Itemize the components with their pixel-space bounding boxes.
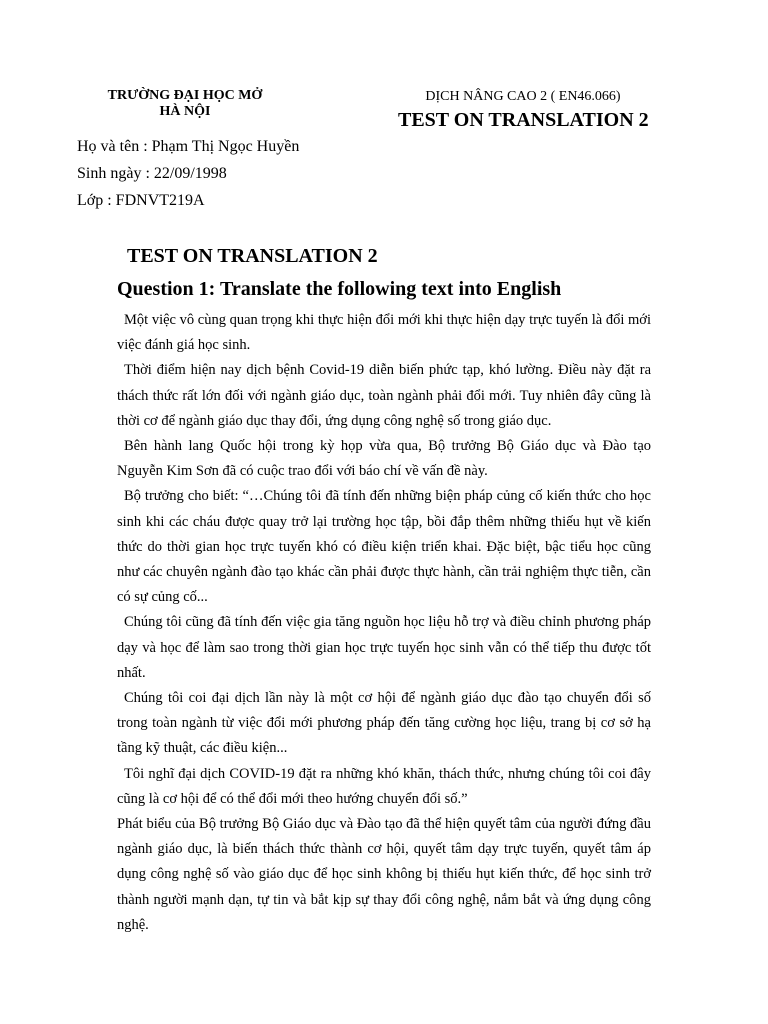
paragraph: Phát biểu của Bộ trưởng Bộ Giáo dục và Đào tạo đã thể hiện quyết tâm của người đứng đầu ngành giáo dục, là biến thách thức thành cơ hội, quyết tâm dạy trực tuyến, quyết tâm áp dụng công nghệ số vào giáo dục để học sinh không bị thiếu hụt kiến thức, để học sinh trở thành người mạnh dạn, tự tin và bắt kịp sự thay đổi công nghệ, nắm bắt và ứng dụng công nghệ. [117,816,651,933]
student-name: Họ và tên : Phạm Thị Ngọc Huyền [77,138,300,155]
body-text [117,308,651,938]
page-title: TEST ON TRANSLATION 2 [127,245,378,267]
paragraph: Một việc vô cùng quan trọng khi thực hiện đổi mới khi thực hiện dạy trực tuyến là đổi mới việc đánh giá học sinh. [117,312,651,354]
paragraph: Bên hành lang Quốc hội trong kỳ họp vừa qua, Bộ trưởng Bộ Giáo dục và Đào tạo Nguyễn Kim Sơn đã có cuộc trao đổi với báo chí về vấn đề này. [117,438,651,480]
school-name-line1: TRƯỜNG ĐẠI HỌC MỞ [107,88,263,103]
student-class: Lớp : FDNVT219A [77,192,205,209]
student-dob: Sinh ngày : 22/09/1998 [77,165,227,182]
paragraph: Bộ trưởng cho biết: “…Chúng tôi đã tính đến những biện pháp củng cố kiến thức cho học sinh khi các cháu được quay trở lại trường học tập, bồi đắp thêm những thiếu hụt về kiến thức do thời gian học trực tuyến khó có điều kiện triển khai. Đặc biệt, bậc tiểu học cũng như các chuyên ngành đào tạo khác cần phải được thực hành, cần trải nghiệm thực tiễn, cần có sự củng cố... [117,488,651,606]
header-title: TEST ON TRANSLATION 2 [398,109,649,131]
course-code: DỊCH NÂNG CAO 2 ( EN46.066) [425,89,621,104]
school-name [70,88,300,120]
paragraph: Chúng tôi cũng đã tính đến việc gia tăng nguồn học liệu hỗ trợ và điều chỉnh phương pháp dạy và học để làm sao trong thời gian học trực tuyến học sinh vẫn có thể tiếp thu được tốt nhất. [117,614,651,681]
paragraph: Thời điểm hiện nay dịch bệnh Covid-19 diễn biến phức tạp, khó lường. Điều này đặt ra thách thức rất lớn đối với ngành giáo dục, toàn ngành phải đổi mới. Tuy nhiên đây cũng là thời cơ để ngành giáo dục thay đổi, ứng dụng công nghệ số trong giáo dục. [117,362,651,429]
school-name-line2: HÀ NỘI [159,104,211,119]
paragraph: Tôi nghĩ đại dịch COVID-19 đặt ra những khó khăn, thách thức, nhưng chúng tôi coi đây cũng là cơ hội để có thể đổi mới theo hướng chuyển đổi số.” [117,765,651,807]
paragraph: Chúng tôi coi đại dịch lần này là một cơ hội để ngành giáo dục đào tạo chuyển đổi số trong toàn ngành từ việc đổi mới phương pháp đến tăng cường học liệu, trang bị cơ sở hạ tầng kỹ thuật, các điều kiện... [117,690,651,757]
question-heading: Question 1: Translate the following text into English [117,278,562,300]
